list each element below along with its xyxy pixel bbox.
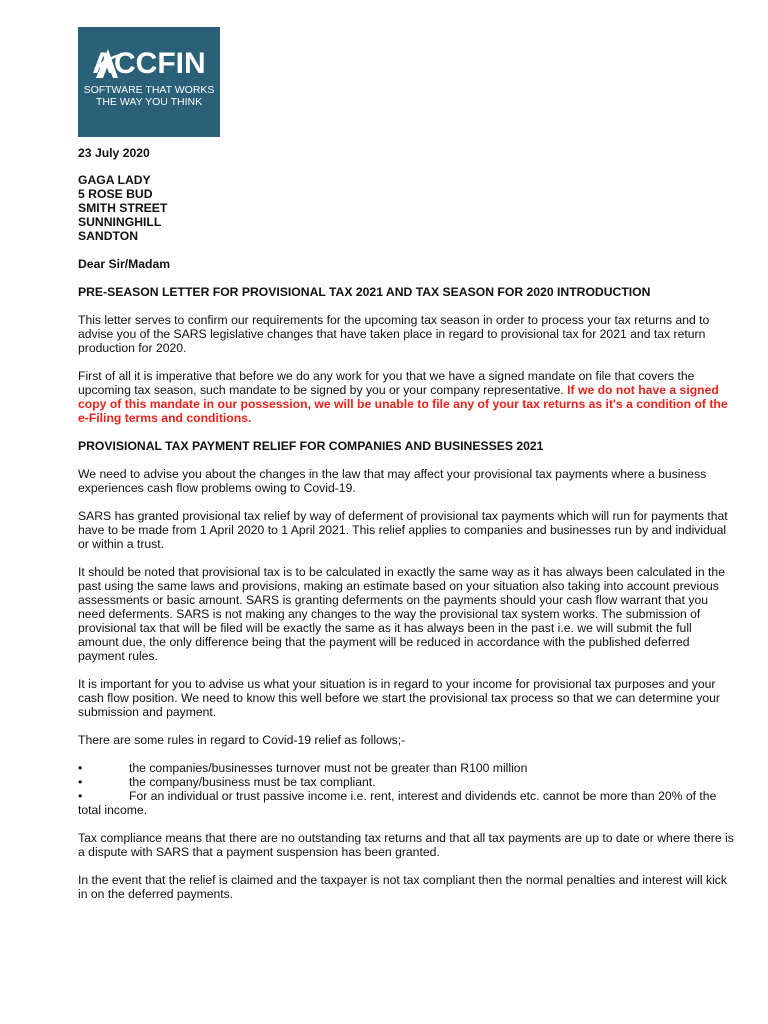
paragraph-sars-relief: SARS has granted provisional tax relief by way of deferment of provisional tax payments which will run for payments that have to be made from 1 April 2020 to 1 April 2021. This relief applies to companies and businesses run by and individual or within a trust. bbox=[78, 509, 728, 551]
rule-text: the company/business must be tax compliant. bbox=[129, 775, 376, 789]
paragraph-compliance: Tax compliance means that there are no outstanding tax returns and that all tax payments are up to date or where there is a dispute with SARS that a payment suspension has been granted. bbox=[78, 831, 734, 859]
logo-tagline bbox=[78, 84, 220, 108]
paragraph-penalties: In the event that the relief is claimed and the taxpayer is not tax compliant then the normal penalties and interest will kick in on the deferred payments. bbox=[78, 873, 727, 901]
bullet: • bbox=[78, 789, 83, 803]
address-line: SUNNINGHILL bbox=[78, 215, 162, 229]
logo-tagline-line-1: SOFTWARE THAT WORKS bbox=[83, 84, 215, 96]
rule-text: For an individual or trust passive income i.e. rent, interest and dividends etc. cannot be more than 20% of the total income. bbox=[78, 789, 717, 817]
paragraph-rules-intro: There are some rules in regard to Covid-19 relief as follows;- bbox=[78, 733, 406, 747]
paragraph-intro: This letter serves to confirm our requirements for the upcoming tax season in order to process your tax returns and to advise you of the SARS legislative changes that have taken place in regard to provisional tax for 2021 and tax return production for 2020. bbox=[78, 313, 710, 355]
list-item bbox=[78, 761, 734, 775]
salutation: Dear Sir/Madam bbox=[78, 257, 171, 271]
paragraph-mandate bbox=[78, 369, 734, 425]
address-line: SMITH STREET bbox=[78, 201, 168, 215]
heading-preseason: PRE-SEASON LETTER FOR PROVISIONAL TAX 2021 AND TAX SEASON FOR 2020 INTRODUCTION bbox=[78, 285, 651, 299]
bullet: • bbox=[78, 775, 83, 789]
mandate-warning: If we do not have a signed copy of this mandate in our possession, we will be unable to file any of your tax returns as it's a condition of the e-Filing terms and conditions. bbox=[78, 383, 728, 425]
address-line: 5 ROSE BUD bbox=[78, 187, 153, 201]
accfin-logo bbox=[78, 27, 220, 137]
heading-relief: PROVISIONAL TAX PAYMENT RELIEF FOR COMPANIES AND BUSINESSES 2021 bbox=[78, 439, 544, 453]
letter-date: 23 July 2020 bbox=[78, 146, 150, 160]
paragraph-changes: We need to advise you about the changes in the law that may affect your provisional tax payments where a business experiences cash flow problems owing to Covid-19. bbox=[78, 467, 707, 495]
logo-brand: ACCFIN bbox=[92, 47, 206, 80]
letter-page bbox=[78, 27, 734, 915]
bullet: • bbox=[78, 761, 83, 775]
paragraph-calculation: It should be noted that provisional tax is to be calculated in exactly the same way as it has always been calculated in the past using the same laws and provisions, making an estimate based on your situation also taking into account previous assessments or basic amount. SARS is granting deferments on the payments should your cash flow warrant that you need deferments. SARS is not making any changes to the way the provisional tax system works. The submission of provisional tax that will be filed will be exactly the same as it has always been in the past i.e. we will submit the full amount due, the only difference being that the payment will be reduced in accordance with the published deferred payment rules. bbox=[78, 565, 725, 663]
paragraph-advise: It is important for you to advise us what your situation is in regard to your income for provisional tax purposes and your cash flow position. We need to know this well before we start the provisional tax process so that we can determine your submission and payment. bbox=[78, 677, 720, 719]
logo-tagline-line-2: THE WAY YOU THINK bbox=[95, 96, 203, 108]
address-line: SANDTON bbox=[78, 229, 139, 243]
list-item bbox=[78, 789, 734, 817]
rule-text: the companies/businesses turnover must not be greater than R100 million bbox=[129, 761, 528, 775]
list-item bbox=[78, 775, 734, 789]
mandate-text: First of all it is imperative that before we do any work for you that we have a signed mandate on file that covers the upcoming tax season, such mandate to be signed by you or your company representative. bbox=[78, 369, 695, 397]
address-line: GAGA LADY bbox=[78, 173, 151, 187]
recipient-address bbox=[78, 173, 734, 243]
rules-list bbox=[78, 761, 734, 817]
